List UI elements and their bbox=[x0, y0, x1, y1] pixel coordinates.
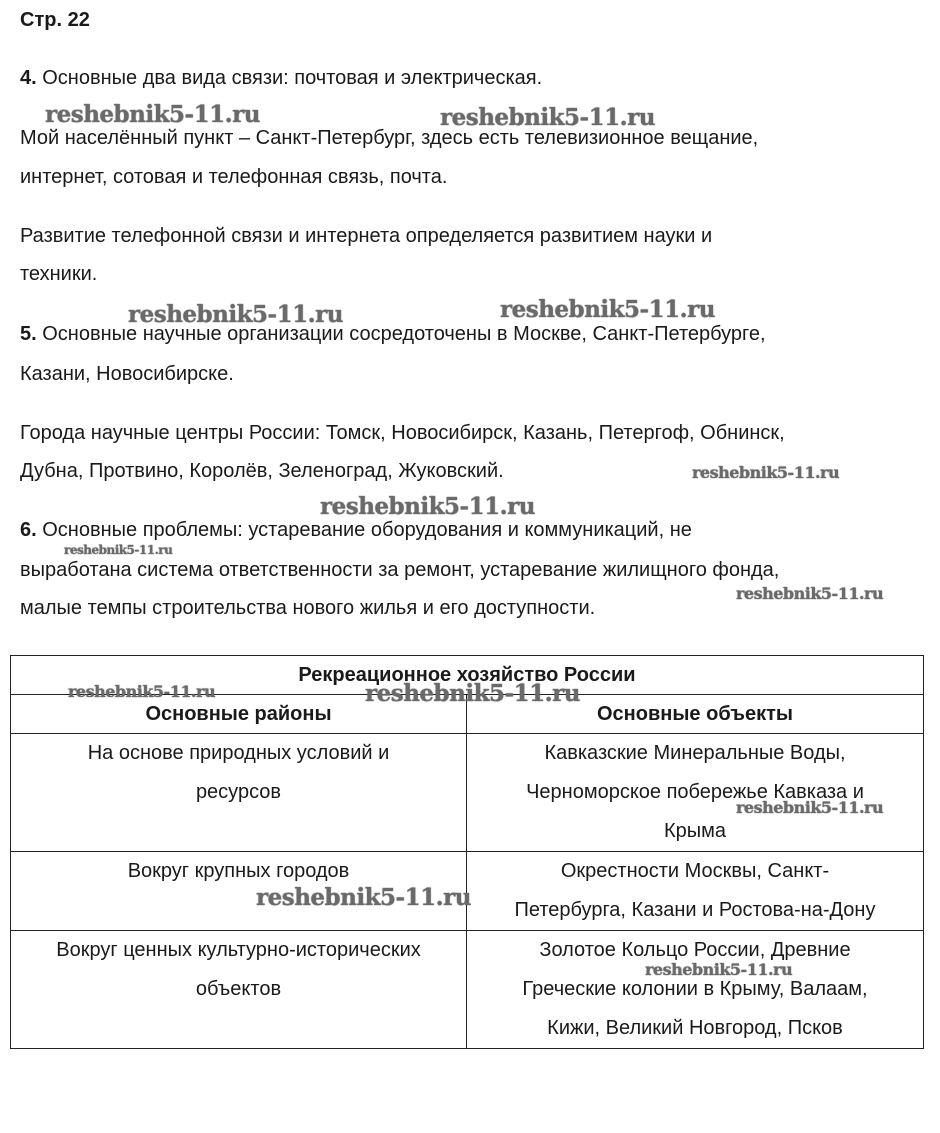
watermark: reshebnik5-11.ru bbox=[45, 101, 260, 128]
region-cell: Вокруг крупных городов bbox=[11, 852, 467, 931]
objects-cell: Кавказские Минеральные Воды, Черноморское побережье Кавказа и Крыма bbox=[467, 734, 924, 852]
watermark: reshebnik5-11.ru bbox=[645, 960, 793, 979]
column-header: Основные районы bbox=[11, 695, 467, 734]
watermark: reshebnik5-11.ru bbox=[500, 296, 715, 323]
watermark: reshebnik5-11.ru bbox=[692, 463, 840, 482]
watermark: reshebnik5-11.ru bbox=[365, 680, 580, 707]
watermark: reshebnik5-11.ru bbox=[68, 682, 216, 701]
objects-cell: Золотое Кольцо России, Древние Греческие колонии в Крыму, Валаам, Кижи, Великий Новгород, Псков bbox=[467, 931, 924, 1049]
watermark: reshebnik5-11.ru bbox=[256, 884, 471, 911]
section-5-line: Казани, Новосибирске. bbox=[20, 363, 234, 385]
section-4-line: 4. Основные два вида связи: почтовая и электрическая. bbox=[20, 67, 543, 89]
table-row bbox=[11, 931, 924, 1049]
section-6-line: малые темпы строительства нового жилья и его доступности. bbox=[20, 597, 596, 619]
objects-cell: Окрестности Москвы, Санкт- Петербурга, Казани и Ростова-на-Дону bbox=[467, 852, 924, 931]
section-4-line: интернет, сотовая и телефонная связь, почта. bbox=[20, 166, 448, 188]
watermark: reshebnik5-11.ru bbox=[736, 584, 884, 603]
table-row bbox=[11, 734, 924, 852]
section-4-line: Мой населённый пункт – Санкт-Петербург, здесь есть телевизионное вещание, bbox=[20, 127, 759, 149]
section-6-line: 6. Основные проблемы: устаревание оборудования и коммуникаций, не bbox=[20, 519, 692, 541]
page-number: Стр. 22 bbox=[20, 9, 90, 31]
section-5-line: Города научные центры России: Томск, Новосибирск, Казань, Петергоф, Обнинск, bbox=[20, 422, 785, 444]
table-title: Рекреационное хозяйство России bbox=[11, 656, 924, 695]
region-cell: На основе природных условий и ресурсов bbox=[11, 734, 467, 852]
watermark: reshebnik5-11.ru bbox=[440, 104, 655, 131]
section-4-line: техники. bbox=[20, 263, 98, 285]
section-6-line: выработана система ответственности за ремонт, устаревание жилищного фонда, bbox=[20, 559, 780, 581]
watermark: reshebnik5-11.ru bbox=[320, 493, 535, 520]
region-cell: Вокруг ценных культурно-исторических объектов bbox=[11, 931, 467, 1049]
section-5-line: Дубна, Протвино, Королёв, Зеленоград, Жуковский. bbox=[20, 460, 504, 482]
section-5-line: 5. Основные научные организации сосредоточены в Москве, Санкт-Петербурге, bbox=[20, 323, 766, 345]
watermark: reshebnik5-11.ru bbox=[736, 798, 884, 817]
watermark: reshebnik5-11.ru bbox=[64, 543, 173, 557]
section-4-line: Развитие телефонной связи и интернета определяется развитием науки и bbox=[20, 225, 713, 247]
watermark: reshebnik5-11.ru bbox=[128, 301, 343, 328]
recreation-table bbox=[10, 655, 924, 1049]
column-header: Основные объекты bbox=[467, 695, 924, 734]
